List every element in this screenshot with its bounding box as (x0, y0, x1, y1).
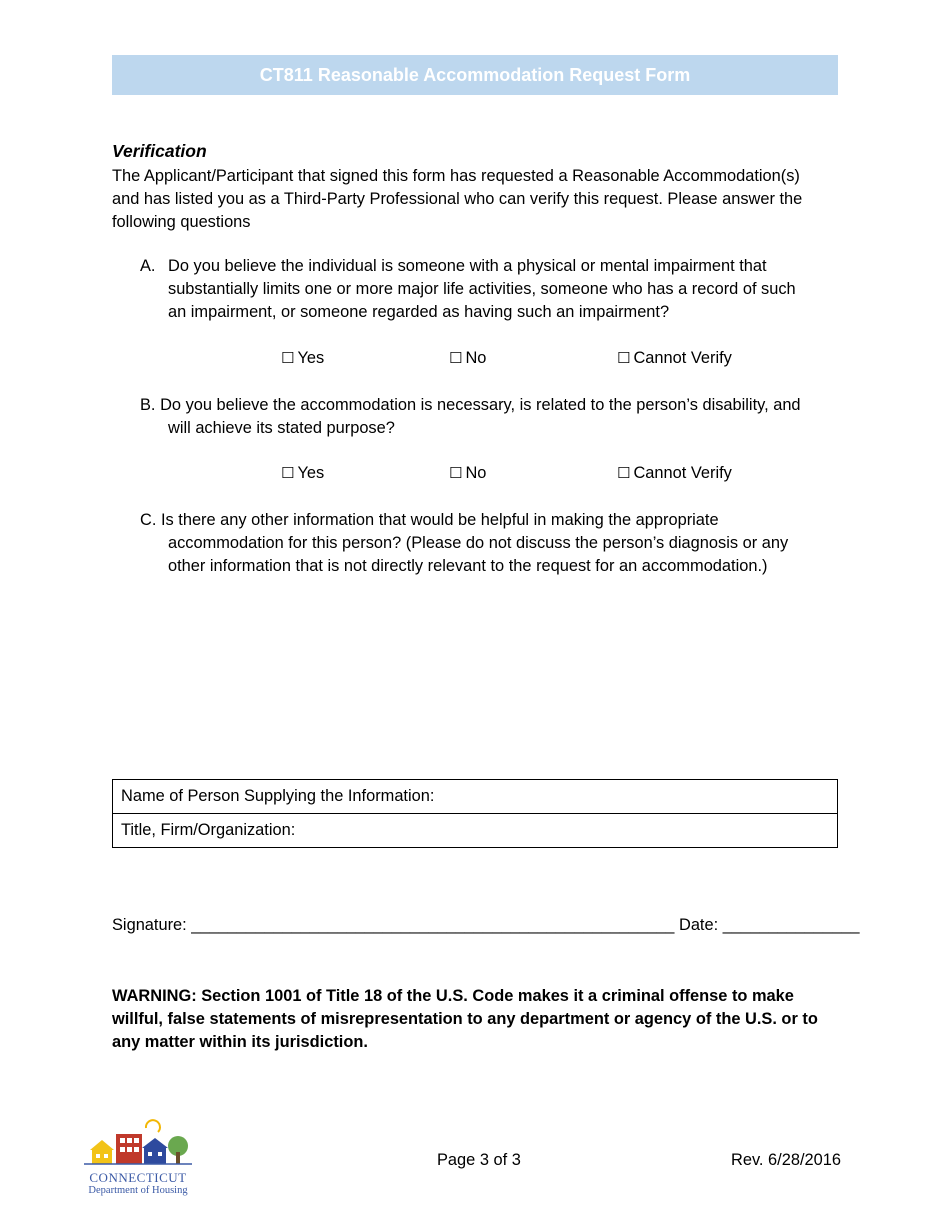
table-row (113, 780, 838, 814)
signature-label: Signature: (112, 916, 187, 934)
intro-line: The Applicant/Participant that signed this form has requested a Reasonable Accommodation(s) (112, 167, 800, 185)
question-marker: C. (140, 511, 157, 529)
signature-row (112, 916, 859, 935)
table-row (113, 814, 838, 848)
date-label: Date: (678, 916, 719, 934)
warning-line: WARNING: Section 1001 of Title 18 of the U.S. Code makes it a criminal offense to make (112, 987, 794, 1005)
form-title: CT811 Reasonable Accommodation Request Form (259, 64, 691, 85)
houses-icon (78, 1118, 198, 1170)
question-text: Do you believe the individual is someone with a physical or mental impairment that (168, 257, 767, 275)
option-a-yes[interactable] (281, 347, 324, 370)
intro-line: following questions (112, 213, 251, 231)
form-title-bar (112, 55, 838, 95)
question-b (140, 394, 840, 440)
warning-line: any matter within its jurisdiction. (112, 1033, 368, 1051)
checkbox-icon[interactable]: ☐ (281, 464, 295, 482)
intro-line: and has listed you as a Third-Party Professional who can verify this request. Please answer the (112, 190, 803, 208)
option-b-cannot-verify[interactable] (617, 462, 732, 485)
option-a-cannot-verify[interactable] (617, 347, 732, 370)
ct-housing-logo (78, 1118, 198, 1198)
question-marker: B. (140, 396, 156, 414)
section-title-verification: Verification (112, 141, 207, 161)
warning-notice (112, 985, 832, 1054)
warning-line: willful, false statements of misrepresentation to any department or agency of the U.S. or to (112, 1010, 818, 1028)
supplier-title-field[interactable]: Title, Firm/Organization: (113, 814, 838, 848)
logo-department-name: Department of Housing (88, 1185, 188, 1196)
option-label: Cannot Verify (633, 464, 732, 482)
date-field[interactable]: _______________ (722, 916, 860, 934)
question-text: Is there any other information that would be helpful in making the appropriate (160, 511, 719, 529)
question-text: substantially limits one or more major life activities, someone who has a record of such (168, 280, 796, 298)
checkbox-icon[interactable]: ☐ (449, 464, 463, 482)
question-marker: A. (140, 257, 156, 275)
question-text: an impairment, or someone regarded as having such an impairment? (168, 303, 670, 321)
question-text: accommodation for this person? (Please do not discuss the person’s diagnosis or any (168, 534, 789, 552)
revision-date: Rev. 6/28/2016 (731, 1151, 841, 1169)
option-label: No (465, 464, 487, 482)
question-text: will achieve its stated purpose? (168, 419, 395, 437)
checkbox-icon[interactable]: ☐ (281, 349, 295, 367)
option-b-no[interactable] (449, 462, 486, 485)
option-label: Yes (297, 349, 325, 367)
option-label: No (465, 349, 487, 367)
question-text: other information that is not directly relevant to the request for an accommodation.) (168, 557, 768, 575)
option-label: Cannot Verify (633, 349, 732, 367)
question-c (140, 509, 840, 578)
supplier-info-table (112, 779, 838, 848)
checkbox-icon[interactable]: ☐ (449, 349, 463, 367)
question-text: Do you believe the accommodation is necessary, is related to the person’s disability, and (160, 396, 801, 414)
intro-paragraph (112, 165, 842, 234)
checkbox-icon[interactable]: ☐ (617, 464, 631, 482)
supplier-name-field[interactable]: Name of Person Supplying the Information: (113, 780, 838, 814)
checkbox-icon[interactable]: ☐ (617, 349, 631, 367)
option-label: Yes (297, 464, 325, 482)
logo-state-name: CONNECTICUT (89, 1170, 187, 1185)
option-a-no[interactable] (449, 347, 486, 370)
page-number: Page 3 of 3 (437, 1151, 521, 1169)
question-a (140, 255, 840, 324)
signature-field[interactable]: _____________________________________________________ (191, 916, 675, 934)
option-b-yes[interactable] (281, 462, 324, 485)
